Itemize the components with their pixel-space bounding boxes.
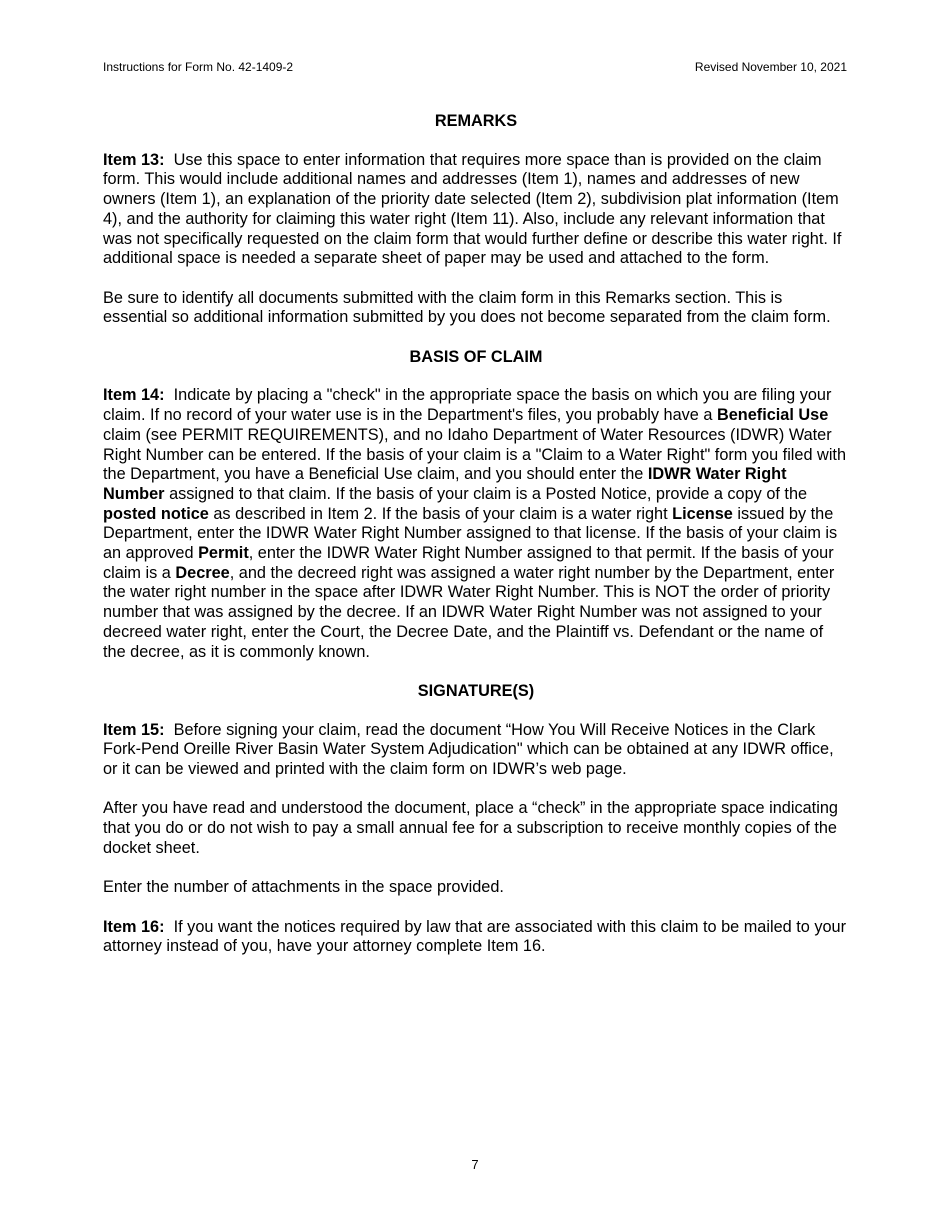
item14-label: Item 14:	[103, 386, 165, 405]
basis-of-claim-heading: BASIS OF CLAIM	[409, 347, 543, 366]
item13-paragraph	[103, 151, 849, 269]
item15-paragraph	[103, 721, 849, 780]
decree-term: Decree	[175, 563, 230, 582]
item14-text-6: , enter the IDWR Water Right Number assigned to that permit. If the basis of your claim is a	[103, 544, 834, 582]
item14-text-2: claim (see PERMIT REQUIREMENTS), and no Idaho Department of Water Resources (IDWR) Water Right Number can be entered. If the basis of your claim is a "Claim to a Water Right" form you filed with the Department, you have a Beneficial Use claim, and you should enter the	[103, 425, 847, 484]
item15-text: Before signing your claim, read the document “How You Will Receive Notices in the Clark Fork-Pend Oreille River Basin Water System Adjudication" which can be obtained at any IDWR office, or it can be viewed and printed with the claim form on IDWR’s web page.	[103, 720, 834, 779]
beneficial-use-term: Beneficial Use	[716, 406, 829, 425]
item14-text-3: assigned to that claim. If the basis of your claim is a Posted Notice, provide a copy of the	[169, 484, 808, 503]
item14-text-1: Indicate by placing a "check" in the appropriate space the basis on which you are filing your claim. If no record of your water use is in the Department's files, you probably have a	[103, 386, 832, 425]
item14-text-5: issued by the Department, enter the IDWR Water Right Number assigned to that license. If the basis of your claim is an approved	[103, 504, 838, 563]
item16-label: Item 16:	[103, 917, 165, 936]
item15-label: Item 15:	[103, 720, 165, 739]
item14-text-7: , and the decreed right was assigned a water right number by the Department, enter the water right number in the space after IDWR Water Right Number. This is NOT the order of priority number that was assigned by the decree. If an IDWR Water Right Number was not assigned to your decreed water right, enter the Court, the Decree Date, and the Plaintiff vs. Defendant or the name of the decree, as it is commonly known.	[103, 563, 835, 661]
document-body	[103, 112, 849, 977]
attachments-paragraph: Enter the number of attachments in the space provided.	[103, 878, 504, 897]
item16-paragraph	[103, 918, 849, 957]
item16-text: If you want the notices required by law that are associated with this claim to be mailed to your attorney instead of you, have your attorney complete Item 16.	[103, 917, 847, 956]
signatures-heading: SIGNATURE(S)	[417, 681, 535, 700]
item13-text: Use this space to enter information that requires more space than is provided on the claim form. This would include additional names and addresses (Item 1), names and addresses of new owners (Item 1), an explanation of the priority date selected (Item 2), subdivision plat information (Item 4), and the authority for claiming this water right (Item 11). Also, include any relevant information that was not specifically requested on the claim form that would further define or describe this water right. If additional space is needed a separate sheet of paper may be used and attached to the form.	[103, 150, 842, 268]
item14-paragraph	[103, 386, 849, 662]
form-number-header: Instructions for Form No. 42-1409-2	[103, 60, 294, 74]
idwr-water-right-number-term: IDWR Water Right Number	[103, 465, 787, 503]
remarks-heading: REMARKS	[434, 112, 518, 130]
permit-term: Permit	[198, 544, 249, 563]
revision-date-header: Revised November 10, 2021	[694, 60, 847, 74]
remarks-documents-paragraph: Be sure to identify all documents submitted with the claim form in this Remarks section. This is essential so additional information submitted by you does not become separated from the claim form.	[103, 288, 831, 327]
item14-text-4: as described in Item 2. If the basis of your claim is a water right	[213, 504, 668, 523]
license-term: License	[672, 504, 733, 523]
posted-notice-term: posted notice	[103, 504, 209, 523]
page-number: 7	[471, 1157, 479, 1172]
docket-subscription-paragraph: After you have read and understood the document, place a “check” in the appropriate space indicating that you do or do not wish to pay a small annual fee for a subscription to receive monthly copies of the docket sheet.	[103, 799, 838, 857]
item13-label: Item 13:	[103, 150, 165, 169]
